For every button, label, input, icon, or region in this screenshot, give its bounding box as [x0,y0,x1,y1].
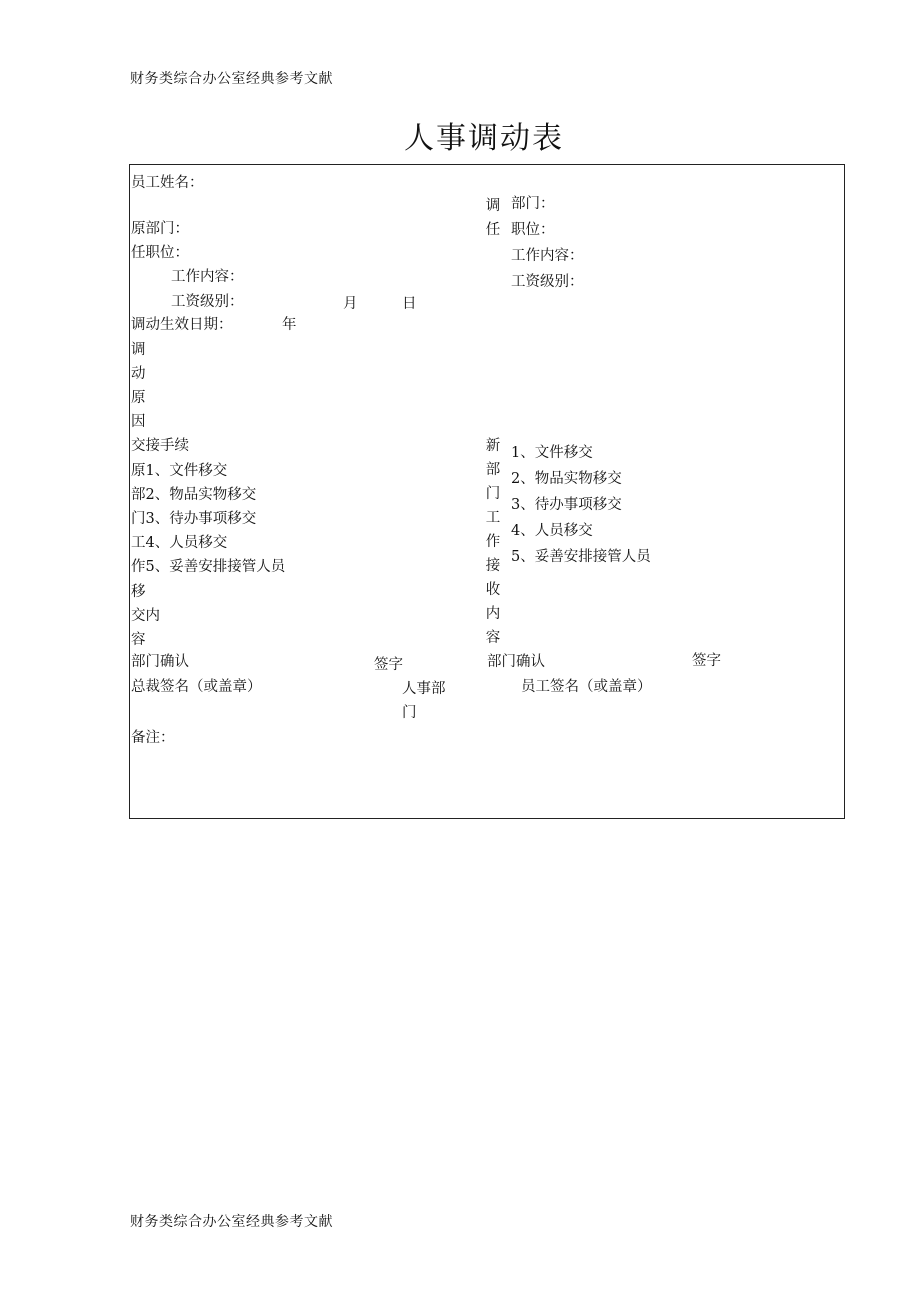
orig-handover-line-8: 容 [131,632,146,648]
employee-sign-label: 员工签名（或盖章） [521,679,652,695]
hr-dept-label-line-1: 人事部 [402,681,446,697]
new-receive-item-3: 3、待办事项移交 [511,497,622,513]
effective-date-label: 调动生效日期： [131,317,233,333]
new-receive-item-5: 5、妥善安排接管人员 [511,549,651,565]
transfer-group-label-1: 调 [485,198,501,214]
orig-work-content-label: 工作内容： [171,269,244,285]
orig-handover-line-4: 工4、人员移交 [131,535,228,551]
month-label: 月 [343,296,358,312]
new-receive-label-char-4: 工 [485,510,501,526]
orig-salary-level-label: 工资级别： [171,294,244,310]
new-receive-label-char-9: 容 [485,630,501,646]
left-dept-confirm-label: 部门确认 [131,654,189,670]
left-sign-label: 签字 [374,657,403,673]
new-receive-label-char-6: 接 [485,558,501,574]
new-receive-label-char-3: 门 [485,486,501,502]
new-receive-item-4: 4、人员移交 [511,523,593,539]
page-title: 人事调动表 [404,121,564,156]
reason-label-char-1: 调 [131,342,146,358]
handover-procedure-label: 交接手续 [131,438,189,454]
orig-handover-line-3: 门3、待办事项移交 [131,511,257,527]
new-receive-label-char-8: 内 [485,606,501,622]
president-sign-label: 总裁签名（或盖章） [131,679,262,695]
transfer-group-label-2: 任 [485,222,501,238]
orig-dept-label: 原部门： [131,221,189,237]
orig-handover-line-6: 移 [131,584,146,600]
new-salary-level-label: 工资级别： [511,274,584,290]
orig-handover-line-7: 交内 [131,608,160,624]
new-receive-item-1: 1、文件移交 [511,445,593,461]
hr-dept-label-line-2: 门 [402,705,417,721]
new-position-label: 职位： [511,222,555,238]
remarks-label: 备注： [131,730,175,746]
new-dept-label: 部门： [511,196,555,212]
orig-handover-line-2: 部2、物品实物移交 [131,487,257,503]
new-work-content-label: 工作内容： [511,248,584,264]
orig-handover-line-5: 作5、妥善安排接管人员 [131,559,286,575]
header-source-label: 财务类综合办公室经典参考文献 [130,71,333,87]
right-dept-confirm-label: 部门确认 [487,654,545,670]
footer-source-label: 财务类综合办公室经典参考文献 [130,1214,333,1230]
new-receive-label-char-2: 部 [485,462,501,478]
right-sign-label: 签字 [692,653,721,669]
reason-label-char-2: 动 [131,366,146,382]
orig-handover-line-1: 原1、文件移交 [131,463,228,479]
year-label: 年 [282,317,297,333]
day-label: 日 [402,296,417,312]
new-receive-item-2: 2、物品实物移交 [511,471,622,487]
reason-label-char-4: 因 [131,414,146,430]
employee-name-label: 员工姓名： [131,175,204,191]
orig-position-label: 任职位： [131,245,189,261]
new-receive-label-char-1: 新 [485,438,501,454]
reason-label-char-3: 原 [131,390,146,406]
new-receive-label-char-7: 收 [485,582,501,598]
new-receive-label-char-5: 作 [485,534,501,550]
